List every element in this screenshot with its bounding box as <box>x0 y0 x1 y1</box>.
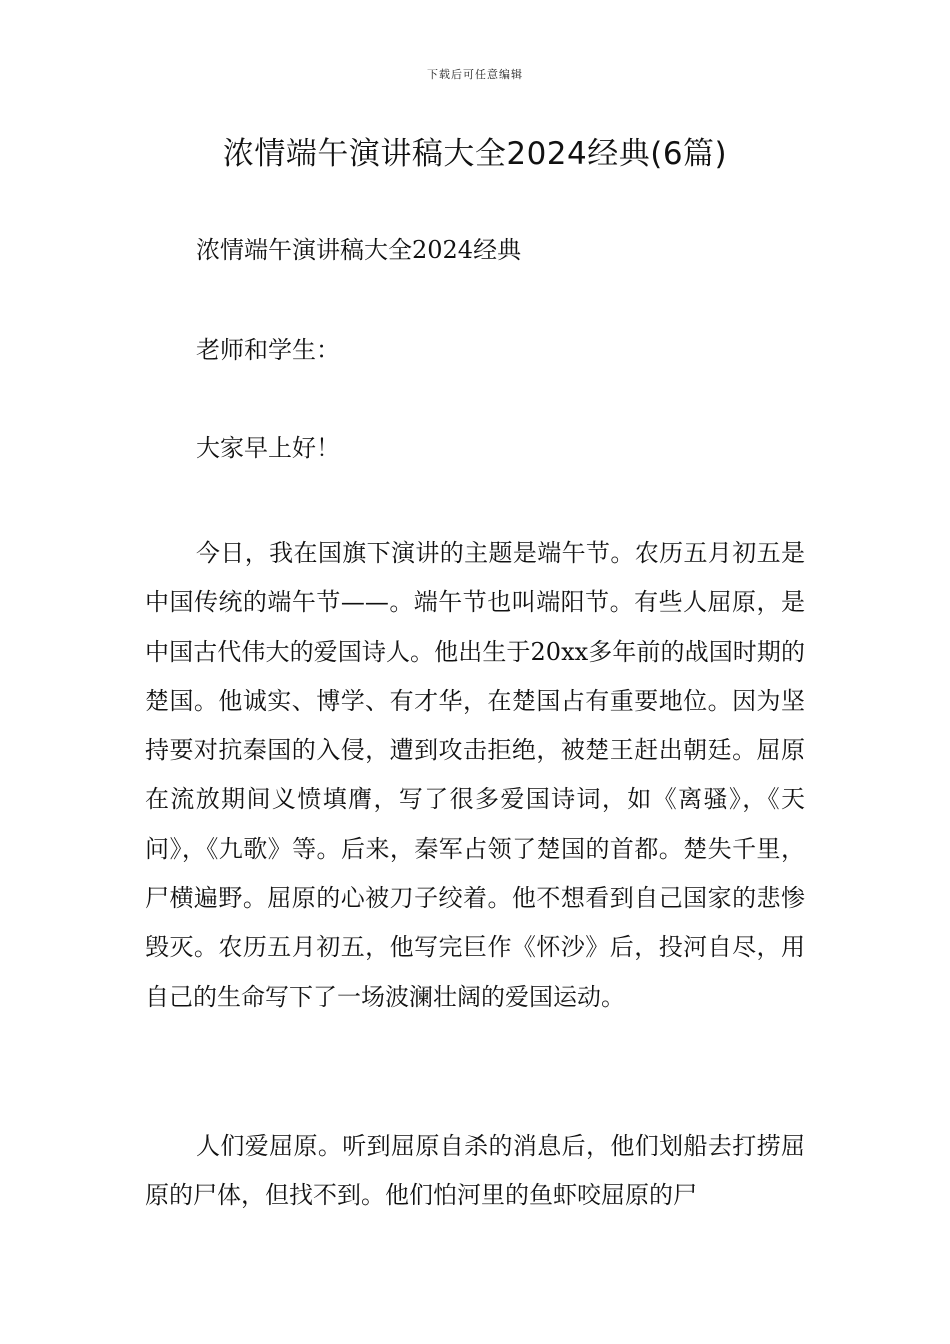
body-paragraph: 人们爱屈原。听到屈原自杀的消息后，他们划船去打捞屈原的尸体，但找不到。他们怕河里的鱼虾咬屈原的尸 <box>145 1132 805 1210</box>
body-paragraph: 今日，我在国旗下演讲的主题是端午节。农历五月初五是中国传统的端午节——。端午节也叫端阳节。有些人屈原，是中国古代伟大的爱国诗人。他出生于20xx多年前的战国时期的楚国。他诚实、博学、有才华，在楚国占有重要地位。因为坚持要对抗秦国的入侵，遭到攻击拒绝，被楚王赶出朝廷。屈原在流放期间义愤填膺，写了很多爱国诗词，如《离骚》，《天问》，《九歌》等。后来，秦军占领了楚国的首都。楚失千里，尸横遍野。屈原的心被刀子绞着。他不想看到自己国家的悲惨毁灭。农历五月初五，他写完巨作《怀沙》后，投河自尽，用自己的生命写下了一场波澜壮阔的爱国运动。 <box>145 539 805 1011</box>
document-title: 浓情端午演讲稿大全2024经典(6篇) <box>222 136 728 172</box>
greeting: 大家早上好！ <box>196 434 340 462</box>
document-subtitle: 浓情端午演讲稿大全2024经典 <box>196 236 522 264</box>
salutation: 老师和学生： <box>196 336 340 364</box>
header-note: 下载后可任意编辑 <box>427 68 523 81</box>
